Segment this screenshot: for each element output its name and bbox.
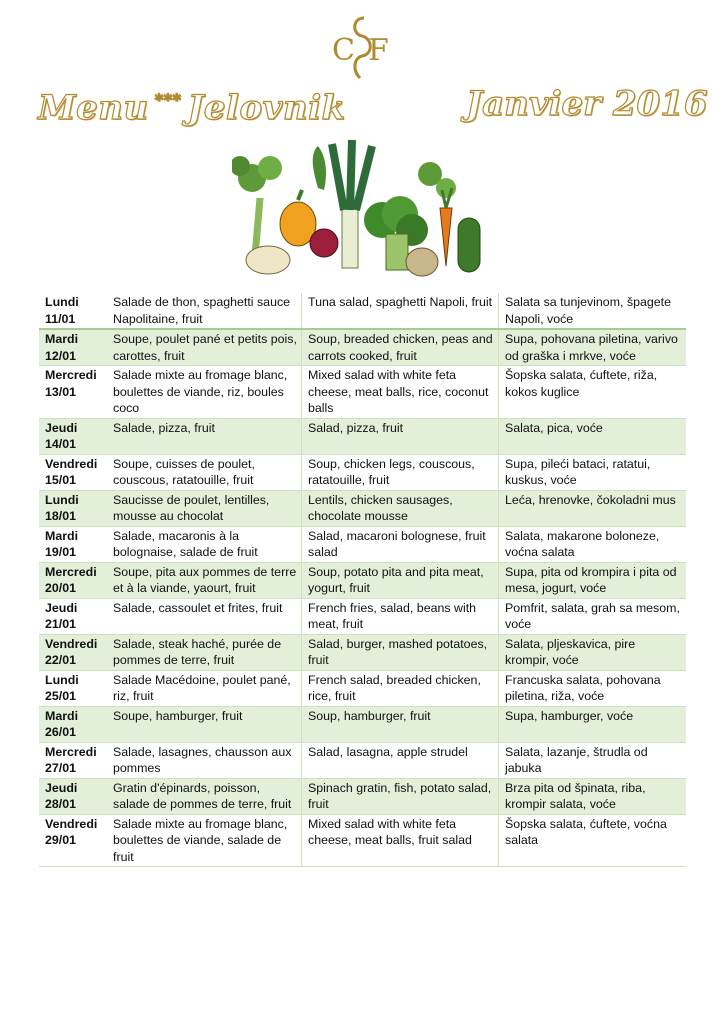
french-menu-cell: Soupe, poulet pané et petits pois, carottes, fruit [109,329,302,366]
serbian-menu-cell: Salata, pica, voće [499,418,687,454]
day-name: Jeudi [45,780,78,795]
english-menu-cell: Mixed salad with white feta cheese, meat balls, rice, coconut balls [302,366,499,419]
day-cell [39,778,109,814]
menu-row [39,670,686,706]
day-name: Lundi [45,295,79,309]
day-date: 19/01 [45,545,77,559]
french-menu-cell: Saucisse de poulet, lentilles, mousse au chocolat [109,490,302,526]
menu-row [39,526,686,562]
french-menu-cell: Salade de thon, spaghetti sauce Napolitaine, fruit [109,293,302,329]
english-menu-cell: Salad, pizza, fruit [302,418,499,454]
day-cell [39,598,109,634]
serbian-menu-cell: Salata sa tunjevinom, špagete Napoli, voće [499,293,687,329]
french-menu-cell: Salade, cassoulet et frites, fruit [109,598,302,634]
menu-row [39,598,686,634]
day-name: Lundi [45,672,79,687]
english-menu-cell: Salad, macaroni bolognese, fruit salad [302,526,499,562]
french-menu-cell: Soupe, pita aux pommes de terre et à la viande, yaourt, fruit [109,562,302,598]
french-menu-cell: Gratin d'épinards, poisson, salade de pommes de terre, fruit [109,778,302,814]
english-menu-cell: French salad, breaded chicken, rice, fruit [302,670,499,706]
day-name: Lundi [45,492,79,507]
english-menu-cell: Soup, potato pita and pita meat, yogurt, fruit [302,562,499,598]
serbian-menu-cell: Supa, pita od krompira i pita od mesa, jogurt, voće [499,562,687,598]
menu-title [38,88,346,128]
day-name: Jeudi [45,600,78,615]
day-date: 20/01 [45,581,77,595]
day-cell [39,454,109,490]
english-menu-cell: Spinach gratin, fish, potato salad, fruit [302,778,499,814]
day-date: 29/01 [45,833,77,847]
english-menu-cell: Soup, breaded chicken, peas and carrots cooked, fruit [302,329,499,366]
day-cell [39,366,109,419]
day-cell [39,814,109,867]
day-cell [39,418,109,454]
day-cell [39,490,109,526]
menu-row [39,706,686,742]
serbian-menu-cell: Leća, hrenovke, čokoladni mus [499,490,687,526]
day-name: Vendredi [45,816,98,831]
english-menu-cell: Soup, chicken legs, couscous, ratatouille, fruit [302,454,499,490]
english-menu-cell: Mixed salad with white feta cheese, meat balls, fruit salad [302,814,499,867]
menu-row [39,418,686,454]
day-name: Jeudi [45,420,78,435]
serbian-menu-cell: Supa, pohovana piletina, varivo od graška i mrkve, voće [499,329,687,366]
serbian-menu-cell: Salata, lazanje, štrudla od jabuka [499,742,687,778]
french-menu-cell: Salade mixte au fromage blanc, boulettes de viande, riz, boules coco [109,366,302,419]
french-menu-cell: Soupe, cuisses de poulet, couscous, ratatouille, fruit [109,454,302,490]
svg-text:F: F [368,33,389,68]
title-stars: *** [154,90,182,109]
day-cell [39,293,109,329]
month-title: Janvier 2016 [466,84,708,124]
menu-table [39,293,686,867]
day-date: 22/01 [45,653,77,667]
day-name: Mercredi [45,744,97,759]
menu-row [39,742,686,778]
day-date: 13/01 [45,384,77,399]
serbian-menu-cell: Salata, pljeskavica, pire krompir, voće [499,634,687,670]
day-date: 28/01 [45,797,77,811]
serbian-menu-cell: Francuska salata, pohovana piletina, riža, voće [499,670,687,706]
day-date: 27/01 [45,761,77,775]
day-date: 25/01 [45,689,77,703]
day-cell [39,562,109,598]
serbian-menu-cell: Supa, pileći bataci, ratatui, kuskus, voće [499,454,687,490]
english-menu-cell: Tuna salad, spaghetti Napoli, fruit [302,293,499,329]
day-cell [39,706,109,742]
day-date: 26/01 [45,725,77,739]
menu-row [39,814,686,867]
english-menu-cell: French fries, salad, beans with meat, fruit [302,598,499,634]
menu-row [39,490,686,526]
day-name: Vendredi [45,456,98,471]
serbian-menu-cell: Brza pita od špinata, riba, krompir salata, voće [499,778,687,814]
menu-row [39,778,686,814]
english-menu-cell: Soup, hamburger, fruit [302,706,499,742]
menu-row [39,366,686,419]
day-cell [39,742,109,778]
day-date: 21/01 [45,617,77,631]
day-cell [39,526,109,562]
english-menu-cell: Lentils, chicken sausages, chocolate mousse [302,490,499,526]
french-menu-cell: Salade, macaronis à la bolognaise, salade de fruit [109,526,302,562]
french-menu-cell: Salade Macédoine, poulet pané, riz, fruit [109,670,302,706]
french-menu-cell: Salade, pizza, fruit [109,418,302,454]
menu-row [39,329,686,366]
english-menu-cell: Salad, lasagna, apple strudel [302,742,499,778]
day-cell [39,329,109,366]
day-name: Mardi [45,528,79,543]
serbian-menu-cell: Supa, hamburger, voće [499,706,687,742]
day-date: 18/01 [45,509,77,523]
serbian-menu-cell: Šopska salata, ćuftete, riža, kokos kuglice [499,366,687,419]
day-date: 12/01 [45,348,77,363]
day-name: Mardi [45,708,79,723]
jelovnik-word: Jelovnik [187,88,346,128]
menu-row [39,634,686,670]
french-menu-cell: Salade, steak haché, purée de pommes de terre, fruit [109,634,302,670]
day-name: Mardi [45,332,79,346]
french-menu-cell: Soupe, hamburger, fruit [109,706,302,742]
day-name: Mercredi [45,368,97,382]
french-menu-cell: Salade mixte au fromage blanc, boulettes de viande, salade de fruit [109,814,302,867]
serbian-menu-cell: Šopska salata, ćuftete, voćna salata [499,814,687,867]
serbian-menu-cell: Pomfrit, salata, grah sa mesom, voće [499,598,687,634]
day-name: Vendredi [45,636,98,651]
menu-row [39,562,686,598]
serbian-menu-cell: Salata, makarone boloneze, voćna salata [499,526,687,562]
menu-row [39,454,686,490]
menu-row [39,293,686,329]
vegetables-illustration [232,138,494,280]
csf-logo [330,14,394,84]
menu-word: Menu [38,88,149,128]
day-date: 11/01 [45,311,76,326]
day-date: 15/01 [45,473,77,487]
day-cell [39,634,109,670]
day-date: 14/01 [45,437,77,451]
day-name: Mercredi [45,564,97,579]
french-menu-cell: Salade, lasagnes, chausson aux pommes [109,742,302,778]
english-menu-cell: Salad, burger, mashed potatoes, fruit [302,634,499,670]
svg-text:C: C [332,33,355,68]
day-cell [39,670,109,706]
